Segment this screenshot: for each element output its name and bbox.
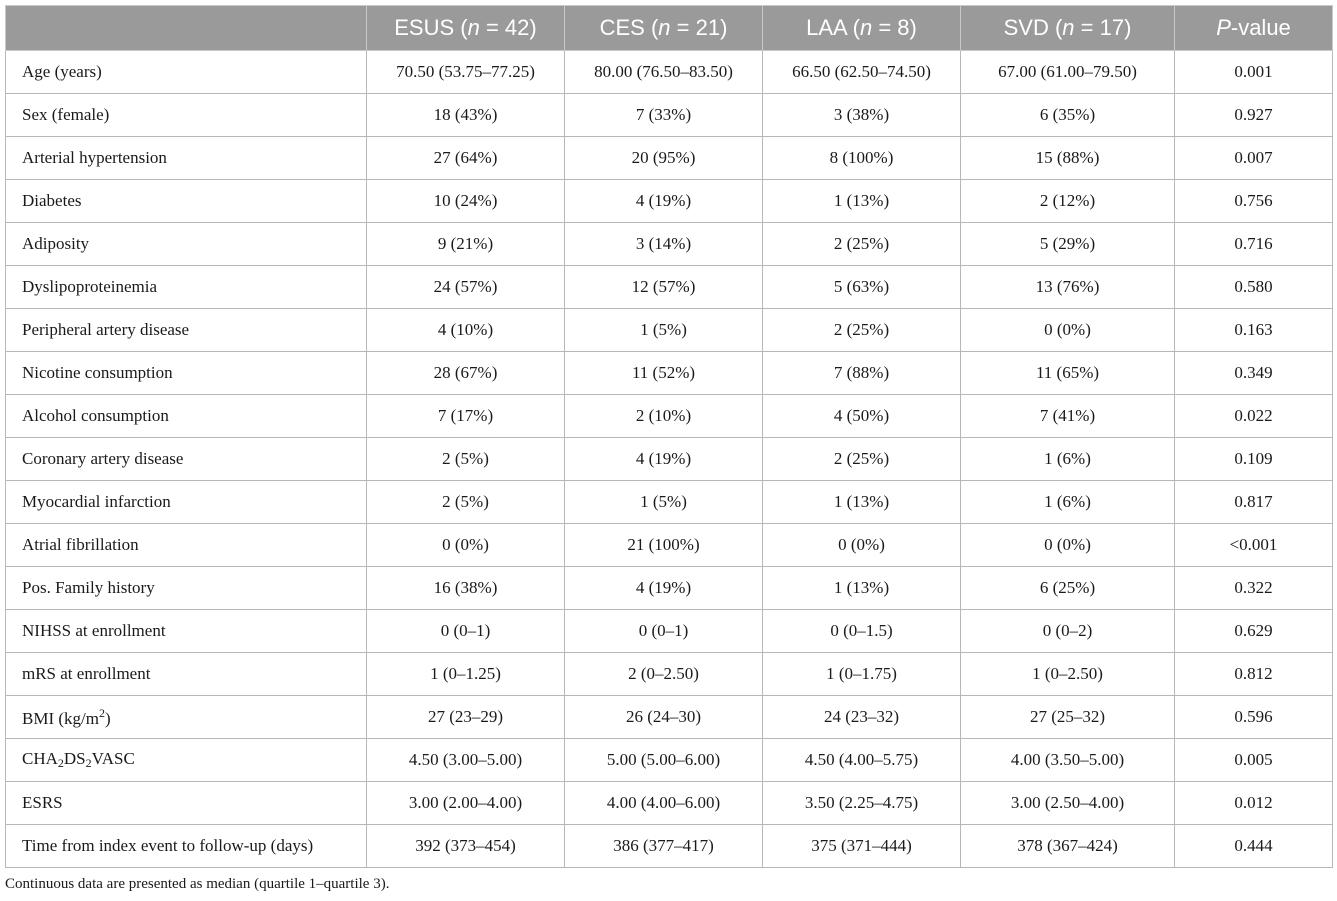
header-text: = 42) (479, 15, 537, 40)
table-cell: 11 (65%) (961, 352, 1175, 395)
p-value-cell: 0.444 (1175, 825, 1333, 868)
table-cell: 26 (24–30) (565, 696, 763, 739)
header-italic-text: n (1062, 15, 1075, 40)
p-value-cell: 0.001 (1175, 51, 1333, 94)
p-value-cell: 0.022 (1175, 395, 1333, 438)
table-row (6, 653, 1333, 696)
table-cell: 0 (0–1.5) (763, 610, 961, 653)
label-text: VASC (91, 749, 135, 768)
row-label: Diabetes (6, 180, 367, 223)
table-cell: 4.50 (3.00–5.00) (367, 739, 565, 782)
p-value-cell: 0.109 (1175, 438, 1333, 481)
table-cell: 7 (41%) (961, 395, 1175, 438)
table-cell: 375 (371–444) (763, 825, 961, 868)
p-value-cell: 0.163 (1175, 309, 1333, 352)
header-text: SVD ( (1003, 15, 1063, 40)
row-label (6, 739, 367, 782)
table-row (6, 567, 1333, 610)
label-text: BMI (kg/m (22, 708, 99, 728)
row-label (6, 696, 367, 739)
row-label: Time from index event to follow-up (days) (6, 825, 367, 868)
table-cell: 3 (14%) (565, 223, 763, 266)
label-text: DS (63, 749, 86, 768)
table-cell: 5 (29%) (961, 223, 1175, 266)
table-row (6, 782, 1333, 825)
row-label: Arterial hypertension (6, 137, 367, 180)
table-cell: 9 (21%) (367, 223, 565, 266)
table-cell: 3.00 (2.50–4.00) (961, 782, 1175, 825)
table-cell: 2 (10%) (565, 395, 763, 438)
table-cell: 24 (57%) (367, 266, 565, 309)
table-row (6, 739, 1333, 782)
header-text: LAA ( (806, 15, 860, 40)
label-superscript: 2 (98, 705, 105, 720)
table-cell: 2 (25%) (763, 309, 961, 352)
p-value-cell: 0.007 (1175, 137, 1333, 180)
row-label: Coronary artery disease (6, 438, 367, 481)
table-cell: 67.00 (61.00–79.50) (961, 51, 1175, 94)
table-cell: 386 (377–417) (565, 825, 763, 868)
table-cell: 0 (0–2) (961, 610, 1175, 653)
header-text: = 21) (670, 15, 728, 40)
table-row (6, 524, 1333, 567)
table-cell: 1 (13%) (763, 481, 961, 524)
row-label: Nicotine consumption (6, 352, 367, 395)
p-value-cell: 0.322 (1175, 567, 1333, 610)
header-italic-text: P (1216, 15, 1231, 40)
table-row (6, 481, 1333, 524)
table-cell: 28 (67%) (367, 352, 565, 395)
row-label: mRS at enrollment (6, 653, 367, 696)
table-cell: 7 (88%) (763, 352, 961, 395)
row-label: Atrial fibrillation (6, 524, 367, 567)
p-value-cell: 0.629 (1175, 610, 1333, 653)
table-cell: 1 (6%) (961, 481, 1175, 524)
header-text: = 8) (872, 15, 917, 40)
table-cell: 1 (13%) (763, 180, 961, 223)
row-label: Peripheral artery disease (6, 309, 367, 352)
table-cell: 27 (23–29) (367, 696, 565, 739)
table-cell: 0 (0–1) (565, 610, 763, 653)
table-cell: 5 (63%) (763, 266, 961, 309)
header-esus (367, 6, 565, 51)
row-label: Alcohol consumption (6, 395, 367, 438)
table-cell: 0 (0%) (763, 524, 961, 567)
table-cell: 20 (95%) (565, 137, 763, 180)
header-text: = 17) (1074, 15, 1132, 40)
header-text: -value (1230, 15, 1291, 40)
table-cell: 4 (10%) (367, 309, 565, 352)
table-row (6, 309, 1333, 352)
table-cell: 11 (52%) (565, 352, 763, 395)
table-cell: 0 (0%) (961, 309, 1175, 352)
row-label: Dyslipoproteinemia (6, 266, 367, 309)
header-text: CES ( (599, 15, 659, 40)
header-italic-text: n (859, 15, 873, 40)
table-cell: 15 (88%) (961, 137, 1175, 180)
table-row (6, 696, 1333, 739)
p-value-cell: 0.349 (1175, 352, 1333, 395)
table-cell: 1 (13%) (763, 567, 961, 610)
table-cell: 2 (5%) (367, 438, 565, 481)
table-cell: 13 (76%) (961, 266, 1175, 309)
table-footnote: Continuous data are presented as median (quartile 1–quartile 3). (5, 876, 390, 892)
table-cell: 70.50 (53.75–77.25) (367, 51, 565, 94)
table-cell: 378 (367–424) (961, 825, 1175, 868)
data-table-container (5, 5, 1332, 868)
p-value-cell: 0.756 (1175, 180, 1333, 223)
table-row (6, 180, 1333, 223)
p-value-cell: 0.596 (1175, 696, 1333, 739)
row-label: Adiposity (6, 223, 367, 266)
table-cell: 3 (38%) (763, 94, 961, 137)
table-cell: 2 (25%) (763, 223, 961, 266)
table-row (6, 395, 1333, 438)
table-cell: 3.00 (2.00–4.00) (367, 782, 565, 825)
p-value-cell: 0.812 (1175, 653, 1333, 696)
table-cell: 1 (0–2.50) (961, 653, 1175, 696)
table-row (6, 352, 1333, 395)
table-cell: 392 (373–454) (367, 825, 565, 868)
header-p-value (1175, 6, 1333, 51)
table-cell: 2 (25%) (763, 438, 961, 481)
table-cell: 66.50 (62.50–74.50) (763, 51, 961, 94)
table-body (6, 51, 1333, 868)
table-cell: 0 (0%) (961, 524, 1175, 567)
table-cell: 4.50 (4.00–5.75) (763, 739, 961, 782)
table-cell: 1 (6%) (961, 438, 1175, 481)
table-cell: 3.50 (2.25–4.75) (763, 782, 961, 825)
table-cell: 24 (23–32) (763, 696, 961, 739)
p-value-cell: 0.817 (1175, 481, 1333, 524)
label-text: CHA (22, 749, 58, 768)
row-label: ESRS (6, 782, 367, 825)
header-italic-text: n (467, 15, 480, 40)
table-cell: 21 (100%) (565, 524, 763, 567)
table-cell: 10 (24%) (367, 180, 565, 223)
table-cell: 1 (5%) (565, 309, 763, 352)
table-cell: 27 (64%) (367, 137, 565, 180)
row-label: Sex (female) (6, 94, 367, 137)
table-cell: 16 (38%) (367, 567, 565, 610)
table-cell: 12 (57%) (565, 266, 763, 309)
table-cell: 4 (19%) (565, 567, 763, 610)
table-cell: 6 (25%) (961, 567, 1175, 610)
table-cell: 0 (0%) (367, 524, 565, 567)
row-label: Pos. Family history (6, 567, 367, 610)
table-cell: 4 (19%) (565, 180, 763, 223)
row-label: NIHSS at enrollment (6, 610, 367, 653)
table-header (6, 6, 1333, 51)
row-label: Myocardial infarction (6, 481, 367, 524)
header-italic-text: n (658, 15, 671, 40)
table-cell: 80.00 (76.50–83.50) (565, 51, 763, 94)
table-row (6, 825, 1333, 868)
header-row (6, 6, 1333, 51)
label-subscript: 2 (57, 756, 64, 770)
header-ces (565, 6, 763, 51)
p-value-cell: 0.716 (1175, 223, 1333, 266)
table-cell: 5.00 (5.00–6.00) (565, 739, 763, 782)
label-text: ) (104, 708, 111, 728)
table-cell: 7 (17%) (367, 395, 565, 438)
p-value-cell: 0.580 (1175, 266, 1333, 309)
table-cell: 4.00 (3.50–5.00) (961, 739, 1175, 782)
table-cell: 4.00 (4.00–6.00) (565, 782, 763, 825)
header-text: ESUS ( (394, 15, 468, 40)
label-subscript: 2 (85, 756, 92, 770)
row-label: Age (years) (6, 51, 367, 94)
baseline-characteristics-table (5, 5, 1333, 868)
table-cell: 2 (0–2.50) (565, 653, 763, 696)
table-cell: 0 (0–1) (367, 610, 565, 653)
p-value-cell: 0.005 (1175, 739, 1333, 782)
p-value-cell: 0.012 (1175, 782, 1333, 825)
table-cell: 8 (100%) (763, 137, 961, 180)
table-cell: 6 (35%) (961, 94, 1175, 137)
header-laa (763, 6, 961, 51)
table-row (6, 266, 1333, 309)
table-cell: 4 (50%) (763, 395, 961, 438)
header-svd (961, 6, 1175, 51)
header-variable (6, 6, 367, 51)
table-row (6, 610, 1333, 653)
table-cell: 1 (0–1.25) (367, 653, 565, 696)
table-cell: 4 (19%) (565, 438, 763, 481)
p-value-cell: <0.001 (1175, 524, 1333, 567)
table-cell: 7 (33%) (565, 94, 763, 137)
table-cell: 27 (25–32) (961, 696, 1175, 739)
table-row (6, 137, 1333, 180)
table-cell: 18 (43%) (367, 94, 565, 137)
table-cell: 2 (5%) (367, 481, 565, 524)
table-cell: 1 (0–1.75) (763, 653, 961, 696)
table-row (6, 51, 1333, 94)
table-row (6, 94, 1333, 137)
table-row (6, 438, 1333, 481)
table-row (6, 223, 1333, 266)
p-value-cell: 0.927 (1175, 94, 1333, 137)
table-cell: 1 (5%) (565, 481, 763, 524)
table-cell: 2 (12%) (961, 180, 1175, 223)
